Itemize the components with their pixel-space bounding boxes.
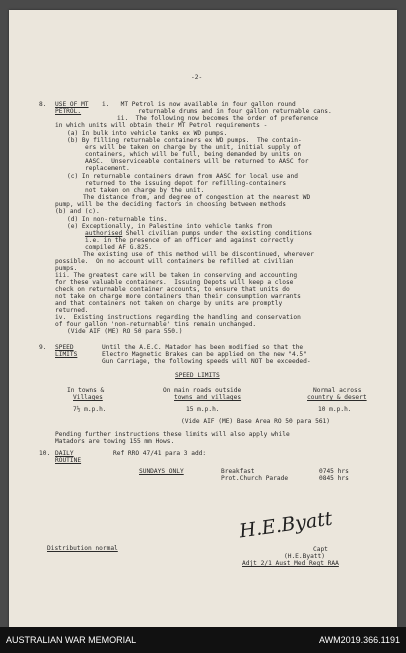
sundays-only-label: SUNDAYS ONLY	[139, 468, 184, 475]
routine-item-label: Prot.Church Parade	[221, 475, 289, 482]
item8-line: returned to the issuing depot for refilling-containers	[85, 180, 287, 187]
item8-line: ers will be taken on charge by the unit, initial supply of	[85, 144, 302, 151]
item8-line: (b) and (c).	[55, 208, 100, 215]
footer-institution: AUSTRALIAN WAR MEMORIAL	[6, 635, 137, 645]
item8-line: compiled AF G.825.	[85, 244, 153, 251]
speed-col-header: country & desert	[307, 394, 367, 401]
item8-line: pumps.	[55, 265, 78, 272]
speed-value: 15 m.p.h.	[186, 406, 220, 413]
speed-col-header: Normal across	[313, 387, 362, 394]
item8-reference: (Vide AIF (ME) RO 50 para 550.)	[67, 328, 183, 335]
item8-line: Shell civilian pumps under the existing conditions	[122, 230, 312, 237]
item8-line: The distance from, and degree of congestion at the nearest WD	[83, 194, 311, 201]
speed-col-header: On main roads outside	[163, 387, 242, 394]
item8-line: possible. On no account will containers be refilled at civilian	[55, 258, 294, 265]
item9-line: Gun Carriage, the following speeds will NOT be exceeded-	[102, 358, 311, 365]
page-number: -2-	[191, 74, 203, 81]
item9-line: Matadors are towing 155 mm Hows.	[55, 438, 175, 445]
signature-title: Adjt 2/1 Aust Med Regt RAA	[242, 560, 339, 567]
speed-col-header: Villages	[73, 394, 103, 401]
document-page	[9, 10, 397, 627]
item8-line: ii. The following now becomes the order of preference	[117, 115, 319, 122]
handwritten-signature: H.E.Byatt	[237, 507, 334, 543]
item8-line: i.e. in the presence of an officer and against correctly	[85, 237, 294, 244]
item9-line: Until the A.E.C. Matador has been modified so that the	[102, 344, 304, 351]
item8-line: containers, which will be full, being demanded by units on	[85, 151, 302, 158]
item9-heading-line1: SPEED	[55, 344, 74, 351]
speed-col-header: towns and villages	[174, 394, 242, 401]
item8-line: AASC. Unserviceable containers will be returned to AASC for	[85, 158, 309, 165]
item8-line: returned.	[55, 307, 89, 314]
item9-heading-line2: LIMITS	[55, 351, 78, 358]
footer-catalogue-id: AWM2019.366.1191	[318, 635, 400, 645]
archive-footer	[0, 627, 406, 653]
item8-line: i. MT Petrol is now available in four gallon round	[102, 101, 296, 108]
speed-limits-title: SPEED LIMITS	[175, 372, 220, 379]
item8-line: check on returnable container accounts, to ensure that units do	[55, 286, 290, 293]
item8-line: replacement.	[85, 165, 130, 172]
signature-name: (H.E.Byatt)	[284, 553, 325, 560]
item8-number: 8.	[39, 101, 47, 108]
item8-line: not take on charge more containers than their consumption warrants	[55, 293, 301, 300]
distribution-line: Distribution normal	[47, 545, 118, 552]
item9-reference: (Vide AIF (ME) Base Area RO 50 para 561)	[181, 418, 331, 425]
item10-number: 10.	[39, 450, 51, 457]
item8-line-underlined: authorised	[85, 230, 123, 237]
item10-heading-line1: DAILY	[55, 450, 74, 457]
item8-heading-line1: USE OF MT	[55, 101, 89, 108]
item8-line: (a) In bulk into vehicle tanks ex WD pumps.	[67, 130, 228, 137]
item9-line: Electro Magnetic Brakes can be applied on the new "4.5"	[102, 351, 307, 358]
document-body	[9, 10, 397, 627]
item8-line: (d) In non-returnable tins.	[67, 216, 168, 223]
item8-line: iii. The greatest care will be taken in conserving and accounting	[55, 272, 298, 279]
signature-rank: Capt	[313, 546, 328, 553]
routine-item-label: Breakfast	[221, 468, 255, 475]
item8-line: for these valuable containers. Issuing Depots will keep a close	[55, 279, 294, 286]
item9-number: 9.	[39, 344, 47, 351]
item8-line: in which units will obtain their MT Petrol requirements -	[55, 122, 268, 129]
item9-line: Pending further instructions these limits will also apply while	[55, 431, 290, 438]
speed-value: 10 m.p.h.	[318, 406, 352, 413]
item8-line: and that containers not taken on charge by units are promptly	[55, 300, 283, 307]
item8-line: returnable drums and in four gallon returnable cans.	[138, 108, 332, 115]
speed-col-header: In towns &	[67, 387, 105, 394]
item8-line: pump, will be the deciding factors in choosing between methods	[55, 201, 286, 208]
speed-value: 7½ m.p.h.	[73, 406, 107, 413]
item10-reference: Ref RRO 47/41 para 3 add:	[113, 450, 207, 457]
item8-line: (b) By filling returnable containers ex WD pumps. The contain-	[67, 137, 302, 144]
item8-line: of four gallon 'non-returnable' tins remain unchanged.	[55, 321, 257, 328]
item8-heading-line2: PETROL.	[55, 108, 82, 115]
item8-line: The existing use of this method will be discontinued, wherever	[83, 251, 314, 258]
item8-line: iv. Existing instructions regarding the handling and conservation	[55, 314, 301, 321]
item8-line: not taken on charge by the unit.	[85, 187, 205, 194]
routine-item-time: 0845 hrs	[319, 475, 349, 482]
item8-line: (e) Exceptionally, in Palestine into vehicle tanks from	[67, 223, 272, 230]
item10-heading-line2: ROUTINE	[55, 457, 82, 464]
routine-item-time: 0745 hrs	[319, 468, 349, 475]
item8-line: (c) In returnable containers drawn from AASC for local use and	[67, 173, 298, 180]
